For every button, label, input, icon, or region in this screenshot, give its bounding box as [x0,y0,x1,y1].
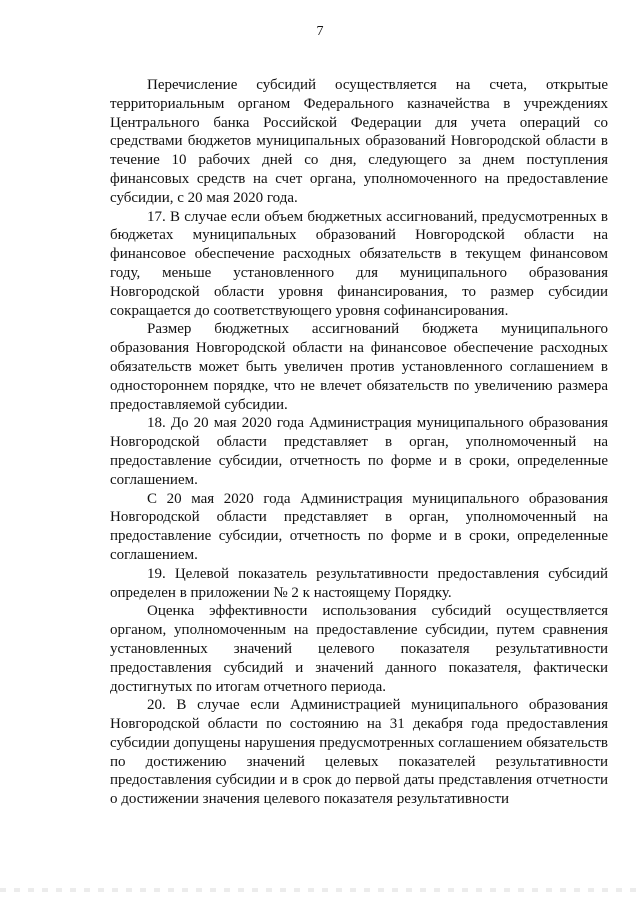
paragraph-budget-size: Размер бюджетных ассигнований бюджета муниципального образования Новгородской области на финансовое обеспечение расходных обязательств может быть увеличен против установленного соглашением в одностороннем порядке, что не влечет обязательств по увеличению размера предоставляемой субсидии. [110,321,608,413]
paragraph-subsidy-transfer: Перечисление субсидий осуществляется на счета, открытые территориальным органом Федерального казначейства в учреждениях Центрального банка Российской Федерации для учета операций со средствами бюджетов муниципальных образований Новгородской области в течение 10 рабочих дней со дня, следующего за днем поступления финансовых средств на счет органа, уполномоченного на предоставление субсидии, с 20 мая 2020 года. [110,77,608,206]
paragraph-efficiency-assessment: Оценка эффективности использования субсидий осуществляется органом, уполномоченным на предоставление субсидии, путем сравнения установленных значений целевого показателя результативности предоставления субсидий и значений данного показателя, фактически достигнутых по итогам отчетного периода. [110,603,608,695]
document-body [110,76,608,809]
paragraph-18: 18. До 20 мая 2020 года Администрация муниципального образования Новгородской области представляет в орган, уполномоченный на предоставление субсидии, отчетность по форме и в сроки, определенные соглашением. [110,415,608,488]
paragraph-17: 17. В случае если объем бюджетных ассигнований, предусмотренных в бюджетах муниципальных образований Новгородской области на финансовое обеспечение расходных обязательств в текущем финансовом году, меньше установленного для муниципального образования Новгородской области уровня финансирования, то размер субсидии сокращается до соответствующего уровня софинансирования. [110,208,608,319]
paragraph-18-continued: С 20 мая 2020 года Администрация муниципального образования Новгородской области представляет в орган, уполномоченный на предоставление субсидии, отчетность по форме и в сроки, определенные соглашением. [110,490,608,563]
page-number: 7 [316,24,324,39]
paragraph-19: 19. Целевой показатель результативности предоставления субсидий определен в приложении № 2 к настоящему Порядку. [110,565,608,601]
scan-artifact-strip [0,888,640,892]
paragraph-20: 20. В случае если Администрацией муниципального образования Новгородской области по состоянию на 31 декабря года предоставления субсидии допущены нарушения предусмотренных соглашением обязательств по достижению значений целевых показателей результативности предоставления субсидии и в срок до первой даты представления отчетности о достижении значения целевого показателя результативности [110,697,608,808]
